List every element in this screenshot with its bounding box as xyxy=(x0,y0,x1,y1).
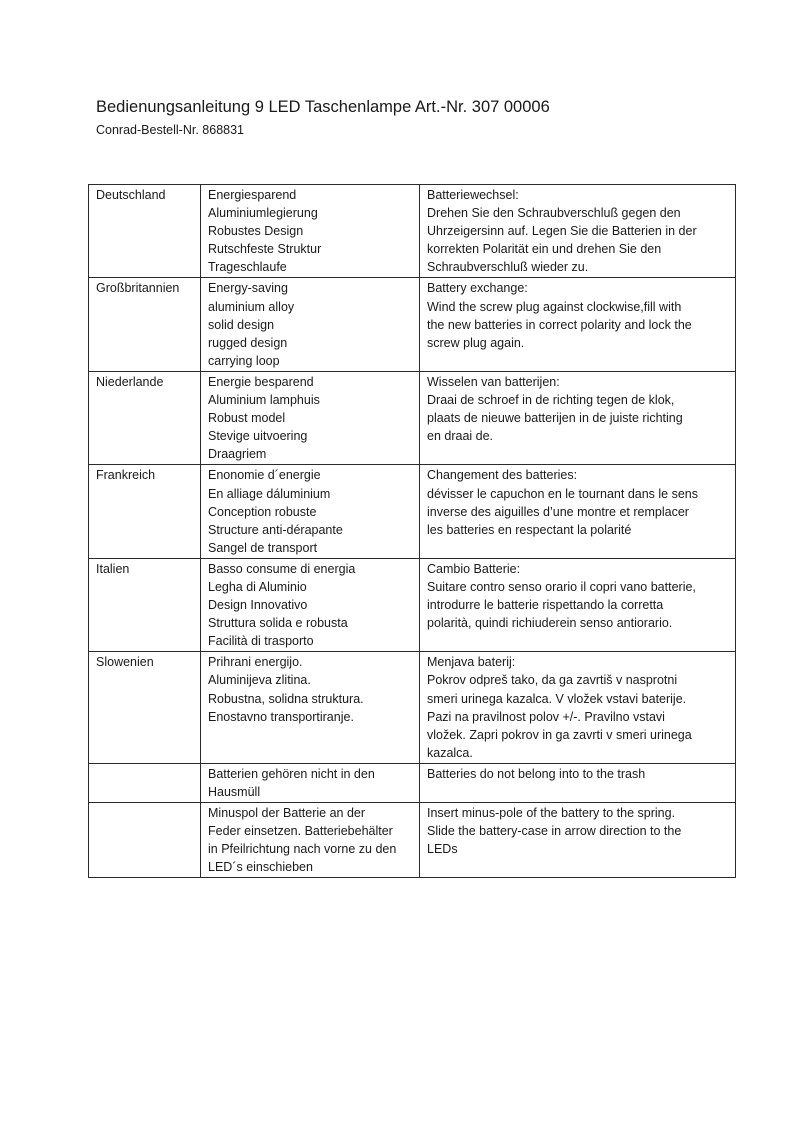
feature-line: Hausmüll xyxy=(208,785,261,799)
battery-instruction-line: Slide the battery-case in arrow direction to the xyxy=(427,824,682,839)
battery-instruction-line: inverse des aiguilles d’une montre et remplacer xyxy=(427,504,689,519)
battery-instruction-line: the new batteries in correct polarity and lock the xyxy=(427,317,692,332)
features-cell xyxy=(201,558,420,651)
battery-instruction-line: Insert minus-pole of the battery to the spring. xyxy=(427,806,676,821)
battery-instruction-line: korrekten Polarität ein und drehen Sie den xyxy=(427,242,662,257)
feature-line: Legha di Aluminio xyxy=(208,579,307,594)
battery-heading: Cambio Batterie: xyxy=(427,561,521,576)
feature-line: En alliage dáluminium xyxy=(208,486,331,501)
feature-line: Conception robuste xyxy=(208,504,317,519)
battery-instruction-line: smeri urinega kazalca. V vložek vstavi baterije. xyxy=(427,691,687,706)
country-cell: Großbritannien xyxy=(89,278,201,371)
battery-instruction-line: Pokrov odpreš tako, da ga zavrtiš v nasprotni xyxy=(427,673,678,688)
feature-line: Trageschlaufe xyxy=(208,260,287,275)
battery-instruction-line: screw plug again. xyxy=(427,335,525,350)
battery-instruction-line: plaats de nieuwe batterijen in de juiste richting xyxy=(427,411,683,426)
battery-instruction-line: Uhrzeigersinn auf. Legen Sie die Batterien in der xyxy=(427,224,697,239)
manual-table xyxy=(88,184,736,878)
feature-line: Sangel de transport xyxy=(208,540,318,555)
table-row xyxy=(89,185,736,278)
battery-instruction-line: Suitare contro senso orario il copri vano batterie, xyxy=(427,579,696,594)
battery-heading: Battery exchange: xyxy=(427,281,528,296)
features-cell xyxy=(201,185,420,278)
battery-instruction-line: Schraubverschluß wieder zu. xyxy=(427,260,589,275)
table-row xyxy=(89,465,736,558)
battery-heading: Wisselen van batterijen: xyxy=(427,374,560,389)
features-cell xyxy=(201,652,420,764)
feature-line: Aluminijeva zlitina. xyxy=(208,673,311,688)
feature-line: Prihrani energijo. xyxy=(208,655,303,670)
battery-cell xyxy=(420,185,736,278)
battery-cell xyxy=(420,465,736,558)
feature-line: solid design xyxy=(208,317,275,332)
features-cell xyxy=(201,465,420,558)
battery-instruction-line: Draai de schroef in de richting tegen de klok, xyxy=(427,393,675,408)
feature-line: Struttura solida e robusta xyxy=(208,616,348,631)
feature-line: Structure anti-dérapante xyxy=(208,522,343,537)
order-number: Conrad-Bestell-Nr. 868831 xyxy=(96,123,244,137)
feature-line: carrying loop xyxy=(208,353,280,368)
feature-line: Rutschfeste Struktur xyxy=(208,242,322,257)
feature-line: Stevige uitvoering xyxy=(208,429,308,444)
battery-cell xyxy=(420,803,736,878)
country-cell: Niederlande xyxy=(89,371,201,464)
feature-line: Aluminiumlegierung xyxy=(208,206,318,221)
battery-cell xyxy=(420,371,736,464)
features-cell xyxy=(201,278,420,371)
country-cell: Slowenien xyxy=(89,652,201,764)
table-row xyxy=(89,652,736,764)
feature-line: Draagriem xyxy=(208,447,267,462)
battery-heading: Changement des batteries: xyxy=(427,468,578,483)
feature-line: Minuspol der Batterie an der xyxy=(208,806,366,821)
table-row xyxy=(89,558,736,651)
feature-line: Energy-saving xyxy=(208,281,288,296)
country-cell: Italien xyxy=(89,558,201,651)
country-cell xyxy=(89,763,201,802)
battery-instruction-line: LEDs xyxy=(427,842,458,857)
table-row xyxy=(89,803,736,878)
feature-line: Enonomie d´energie xyxy=(208,468,321,483)
battery-instruction-line: en draai de. xyxy=(427,429,494,444)
feature-line: aluminium alloy xyxy=(208,299,295,314)
feature-line: Feder einsetzen. Batteriebehälter xyxy=(208,824,393,839)
feature-line: Energie besparend xyxy=(208,374,314,389)
battery-cell xyxy=(420,278,736,371)
feature-line: Enostavno transportiranje. xyxy=(208,709,354,724)
feature-line: in Pfeilrichtung nach vorne zu den xyxy=(208,842,397,857)
feature-line: Basso consume di energia xyxy=(208,561,356,576)
feature-line: Robust model xyxy=(208,411,286,426)
feature-line: Design Innovativo xyxy=(208,598,308,613)
battery-instruction-line: Drehen Sie den Schraubverschluß gegen den xyxy=(427,206,681,221)
document-title: Bedienungsanleitung 9 LED Taschenlampe Art.-Nr. 307 00006 xyxy=(96,98,550,116)
manual-table-body xyxy=(89,185,736,878)
table-row xyxy=(89,371,736,464)
battery-cell xyxy=(420,558,736,651)
battery-instruction-line: kazalca. xyxy=(427,745,473,760)
features-cell xyxy=(201,763,420,802)
battery-instruction-line: Batteries do not belong into to the trash xyxy=(427,766,646,781)
feature-line: LED´s einschieben xyxy=(208,860,313,875)
feature-line: Batterien gehören nicht in den xyxy=(208,766,375,781)
country-cell: Deutschland xyxy=(89,185,201,278)
table-row xyxy=(89,278,736,371)
feature-line: rugged design xyxy=(208,335,288,350)
battery-instruction-line: Pazi na pravilnost polov +/-. Pravilno vstavi xyxy=(427,709,665,724)
battery-instruction-line: vložek. Zapri pokrov in ga zavrti v smeri urinega xyxy=(427,727,692,742)
battery-cell xyxy=(420,763,736,802)
battery-instruction-line: dévisser le capuchon en le tournant dans le sens xyxy=(427,486,699,501)
features-cell xyxy=(201,803,420,878)
feature-line: Robustes Design xyxy=(208,224,304,239)
country-cell: Frankreich xyxy=(89,465,201,558)
country-cell xyxy=(89,803,201,878)
battery-instruction-line: introdurre le batterie rispettando la corretta xyxy=(427,598,664,613)
battery-heading: Menjava baterij: xyxy=(427,655,516,670)
table-row xyxy=(89,763,736,802)
features-cell xyxy=(201,371,420,464)
feature-line: Facilità di trasporto xyxy=(208,634,314,649)
battery-instruction-line: polarità, quindi richiuderein senso antiorario. xyxy=(427,616,673,631)
battery-instruction-line: les batteries en respectant la polarité xyxy=(427,522,632,537)
battery-heading: Batteriewechsel: xyxy=(427,188,519,202)
battery-instruction-line: Wind the screw plug against clockwise,fill with xyxy=(427,299,682,314)
battery-cell xyxy=(420,652,736,764)
feature-line: Robustna, solidna struktura. xyxy=(208,691,364,706)
feature-line: Energiesparend xyxy=(208,188,297,202)
feature-line: Aluminium lamphuis xyxy=(208,393,320,408)
